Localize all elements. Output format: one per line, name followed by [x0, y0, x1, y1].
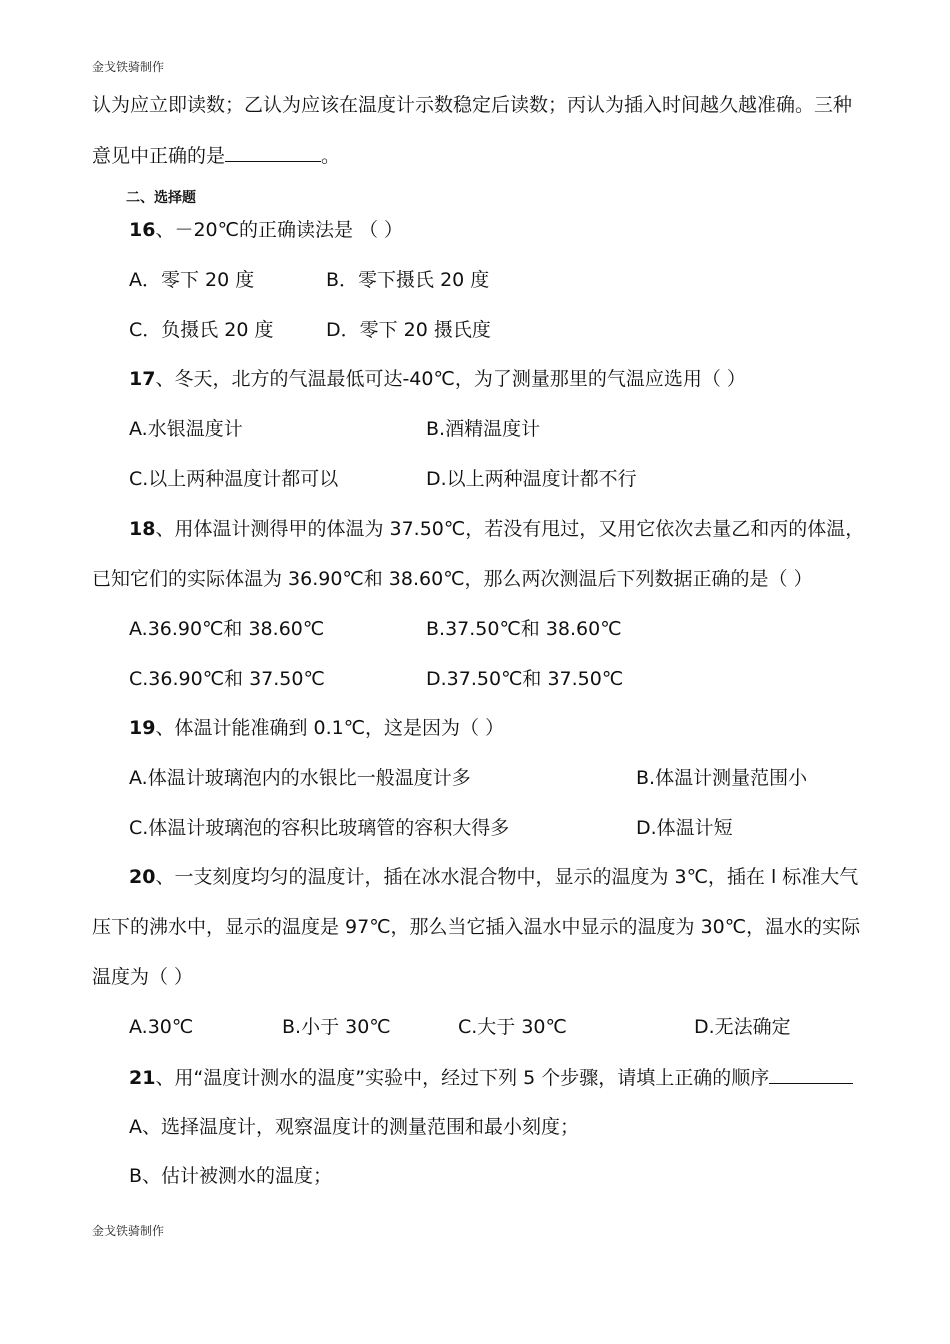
question-text: 、一支刻度均匀的温度计，插在冰水混合物中，显示的温度为 3℃，插在 l 标准大气 — [155, 866, 859, 888]
question-text: 、冬天，北方的气温最低可达-40℃，为了测量那里的气温应选用（ ） — [155, 368, 746, 390]
question-number: 20 — [129, 866, 156, 888]
question-text: 、体温计能准确到 0.1℃，这是因为（ ） — [155, 717, 505, 739]
question-19-stem — [129, 716, 504, 740]
question-text: 、－20℃的正确读法是 （ ） — [155, 219, 404, 241]
question-number: 19 — [129, 717, 156, 739]
question-20-stem-1 — [129, 865, 858, 889]
q20-option-d: D.无法确定 — [694, 1016, 791, 1038]
q16-option-a: A．零下 20 度 — [129, 269, 255, 291]
q17-option-c: C.以上两种温度计都可以 — [129, 468, 339, 490]
q19-option-b: B.体温计测量范围小 — [636, 767, 808, 789]
intro-line-1: 认为应立即读数；乙认为应该在温度计示数稳定后读数；丙认为插入时间越久越准确。三种 — [92, 94, 853, 116]
q21-step-a: A、选择温度计，观察温度计的测量范围和最小刻度； — [129, 1116, 579, 1138]
question-text: 、用体温计测得甲的体温为 37.50℃，若没有甩过，又用它依次去量乙和丙的体温， — [155, 518, 865, 540]
q20-option-c: C.大于 30℃ — [458, 1016, 567, 1038]
q20-option-a: A.30℃ — [129, 1016, 194, 1038]
question-number: 17 — [129, 368, 156, 390]
question-20-stem-2: 压下的沸水中，显示的温度是 97℃，那么当它插入温水中显示的温度为 30℃，温水的实际 — [92, 916, 861, 938]
question-20-stem-3: 温度为（ ） — [92, 966, 194, 988]
q17-option-a: A.水银温度计 — [129, 418, 243, 440]
question-number: 16 — [129, 219, 156, 241]
intro-line-2-end: 。 — [321, 145, 341, 167]
q21-step-b: B、估计被测水的温度； — [129, 1165, 333, 1187]
q17-option-d: D.以上两种温度计都不行 — [426, 468, 637, 490]
q16-option-b: B．零下摄氏 20 度 — [326, 269, 490, 291]
q19-option-a: A.体温计玻璃泡内的水银比一般温度计多 — [129, 767, 471, 789]
intro-line-2-text: 意见中正确的是 — [92, 145, 226, 167]
question-16-stem — [129, 218, 403, 242]
q17-option-b: B.酒精温度计 — [426, 418, 541, 440]
q16-option-c: C．负摄氏 20 度 — [129, 319, 274, 341]
q16-option-d: D．零下 20 摄氏度 — [326, 319, 491, 341]
answer-blank — [769, 1065, 853, 1084]
question-number: 21 — [129, 1067, 156, 1089]
q18-option-a: A.36.90℃和 38.60℃ — [129, 618, 325, 640]
page-footer: 金戈铁骑制作 — [92, 1224, 165, 1238]
question-number: 18 — [129, 518, 156, 540]
question-17-stem — [129, 367, 746, 391]
question-21-stem — [129, 1065, 853, 1090]
q18-option-c: C.36.90℃和 37.50℃ — [129, 668, 325, 690]
intro-line-2 — [92, 143, 340, 168]
q19-option-d: D.体温计短 — [636, 817, 733, 839]
q18-option-b: B.37.50℃和 38.60℃ — [426, 618, 622, 640]
question-18-stem-2: 已知它们的实际体温为 36.90℃和 38.60℃，那么两次测温后下列数据正确的是（ ） — [92, 568, 813, 590]
q19-option-c: C.体温计玻璃泡的容积比玻璃管的容积大得多 — [129, 817, 510, 839]
question-text: 、用“温度计测水的温度”实验中，经过下列 5 个步骤，请填上正确的顺序 — [155, 1067, 770, 1089]
section-title: 二、选择题 — [126, 190, 196, 206]
q18-option-d: D.37.50℃和 37.50℃ — [426, 668, 624, 690]
answer-blank — [225, 143, 321, 162]
page-header: 金戈铁骑制作 — [92, 60, 165, 74]
question-18-stem-1 — [129, 517, 864, 541]
q20-option-b: B.小于 30℃ — [282, 1016, 391, 1038]
